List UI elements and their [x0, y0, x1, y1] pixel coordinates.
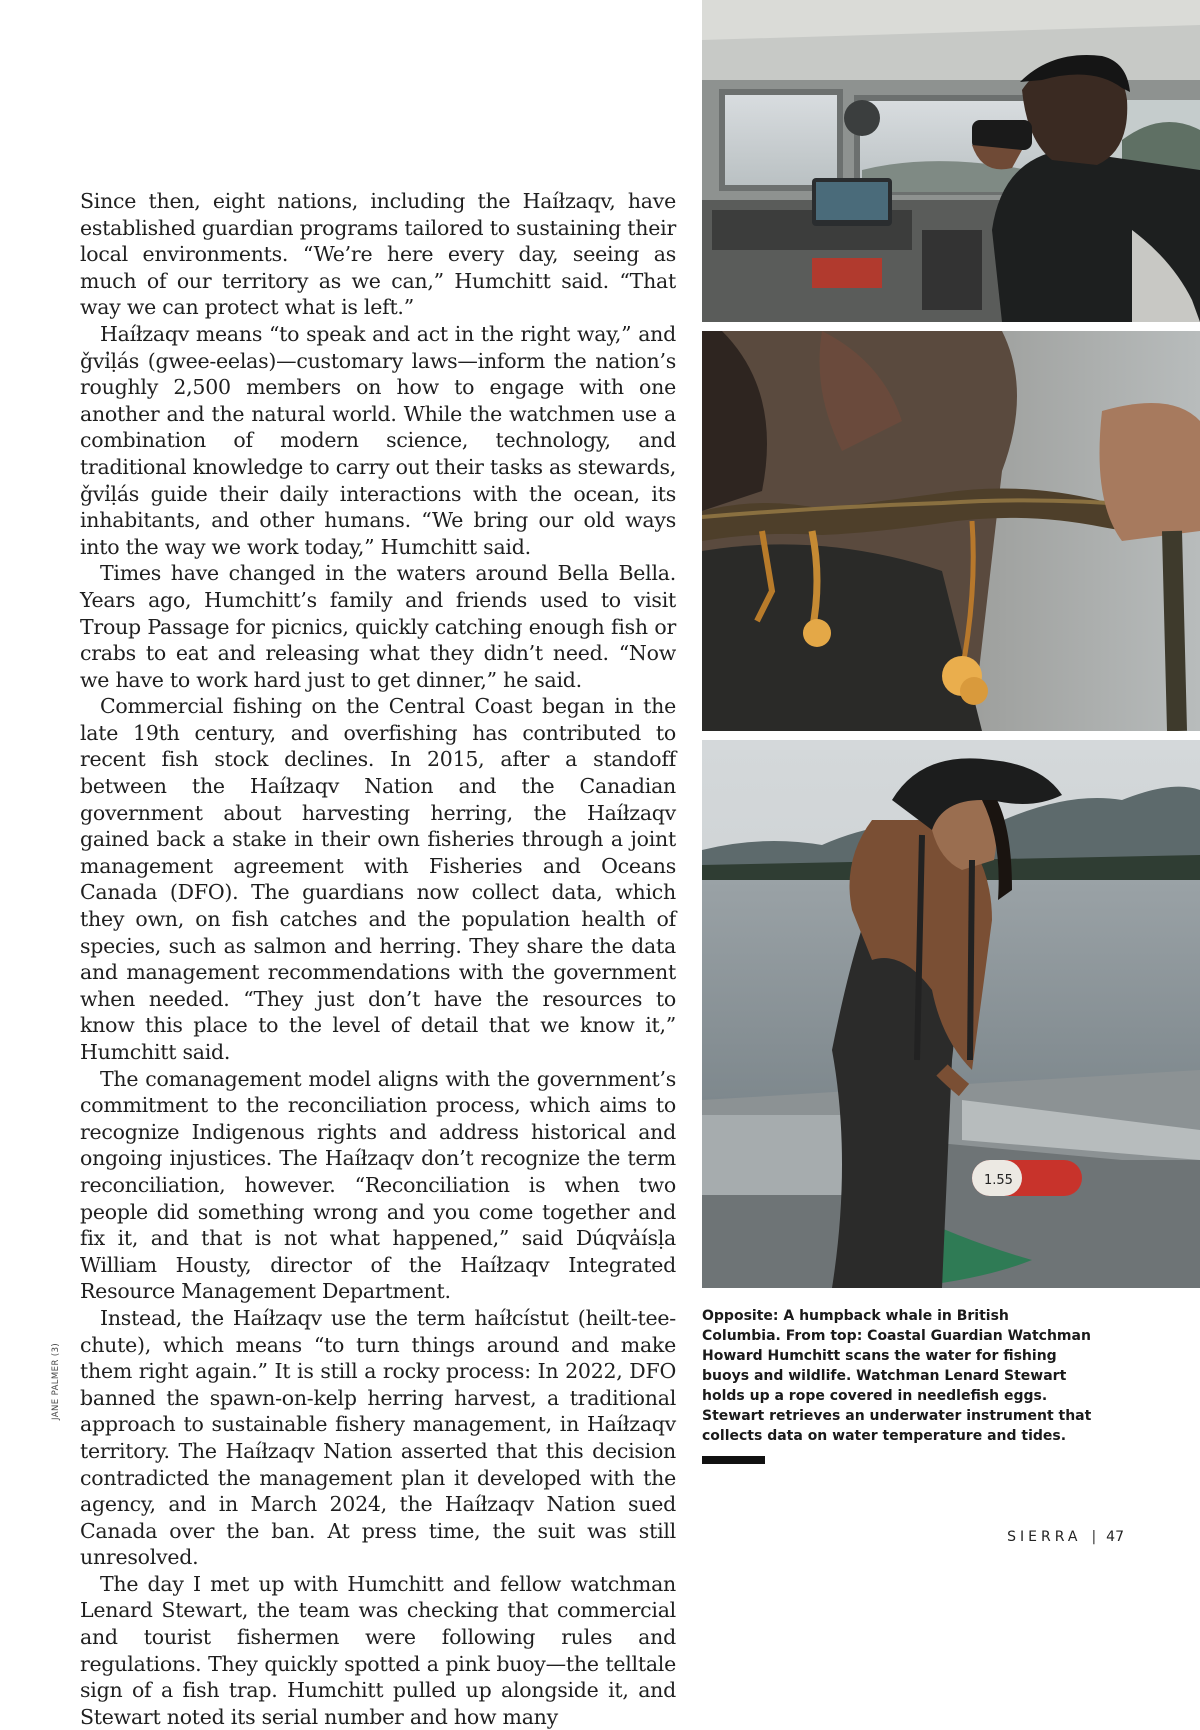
article-paragraph: Times have changed in the waters around Bella Bella. Years ago, Humchitt’s family and friends used to visit Troup Passage for picnics, quickly catching enough fish or crabs to eat and releasing what they didn’t need. “Now we have to work hard just to get dinner,” he said. [80, 561, 676, 692]
caption-rule [702, 1456, 765, 1464]
photo-credit: JANE PALMER (3) [51, 1342, 61, 1420]
article-body [80, 188, 676, 1730]
page-number: 47 [1106, 1529, 1124, 1545]
article-paragraph: Haíłzaqv means “to speak and act in the right way,” and ǧvi̓ḷás (gwee-eelas)—customary laws—inform the nation’s roughly 2,500 members on how to engage with one another and the natural world. While the watchmen use a combination of modern science, technology, and traditional knowledge to carry out their tasks as stewards, ǧvi̓ḷás guide their daily interactions with the ocean, its inhabitants, and other humans. “We bring our old ways into the way we work today,” Humchitt said. [80, 321, 676, 559]
article-paragraph: The comanagement model aligns with the government’s commitment to the reconciliation process, which aims to recognize Indigenous rights and address historical and ongoing injustices. The Haíłzaqv don’t recognize the term reconciliation, however. “Reconciliation is when two people did something wrong and you come together and fix it, and that is not what happened,” said Dúqva̓ísḷa William Housty, director of the Haíłzaqv Integrated Resource Management Department. [80, 1066, 676, 1304]
photo-caption: Opposite: A humpback whale in British Columbia. From top: Coastal Guardian Watchman Howard Humchitt scans the water for fishing buoys and wildlife. Watchman Lenard Stewart holds up a rope covered in needlefish eggs. Stewart retrieves an underwater instrument that collects data on water temperature and tides. [702, 1308, 1092, 1444]
article-paragraph: Commercial fishing on the Central Coast began in the late 19th century, and overfishing has contributed to recent fish stock declines. In 2015, after a standoff between the Haíłzaqv Nation and the Canadian government about harvesting herring, the Haíłzaqv gained back a stake in their own fisheries through a joint management agreement with Fisheries and Oceans Canada (DFO). The guardians now collect data, which they own, on fish catches and the population health of species, such as salmon and herring. They share the data and management recommendations with the government when needed. “They just don’t have the resources to know this place to the level of detail that we know it,” Humchitt said. [80, 694, 676, 1064]
buoy-label: 1.55 [984, 1173, 1013, 1188]
article-paragraph: The day I met up with Humchitt and fellow watchman Lenard Stewart, the team was checking that commercial and tourist fishermen were following rules and regulations. They quickly spotted a pink buoy—the telltale sign of a fish trap. Humchitt pulled up alongside it, and Stewart noted its serial number and how many [80, 1571, 676, 1729]
folio-separator: | [1091, 1529, 1097, 1545]
photo-rope-needlefish-eggs [702, 331, 1200, 731]
article-paragraph: Instead, the Haíłzaqv use the term haíłcístut (heilt-tee-chute), which means “to turn things around and make them right again.” It is still a rocky process: In 2022, DFO banned the spawn-on-kelp herring harvest, a traditional approach to sustainable fishery management, in Haíłzaqv territory. The Haíłzaqv Nation asserted that this decision contradicted the management plan it developed with the agency, and in March 2024, the Haíłzaqv Nation sued Canada over the ban. At press time, the suit was still unresolved. [80, 1305, 676, 1570]
magazine-name: SIERRA [1007, 1529, 1082, 1545]
article-paragraph: Since then, eight nations, including the Haíłzaqv, have established guardian programs tailored to sustaining their local environments. “We’re here every day, seeing as much of our territory as we can,” Humchitt said. “That way we can protect what is left.” [80, 189, 676, 320]
photo-boat-cabin-binoculars [702, 0, 1200, 322]
page-folio [1007, 1529, 1124, 1545]
photo-stewart-on-boat [702, 740, 1200, 1288]
